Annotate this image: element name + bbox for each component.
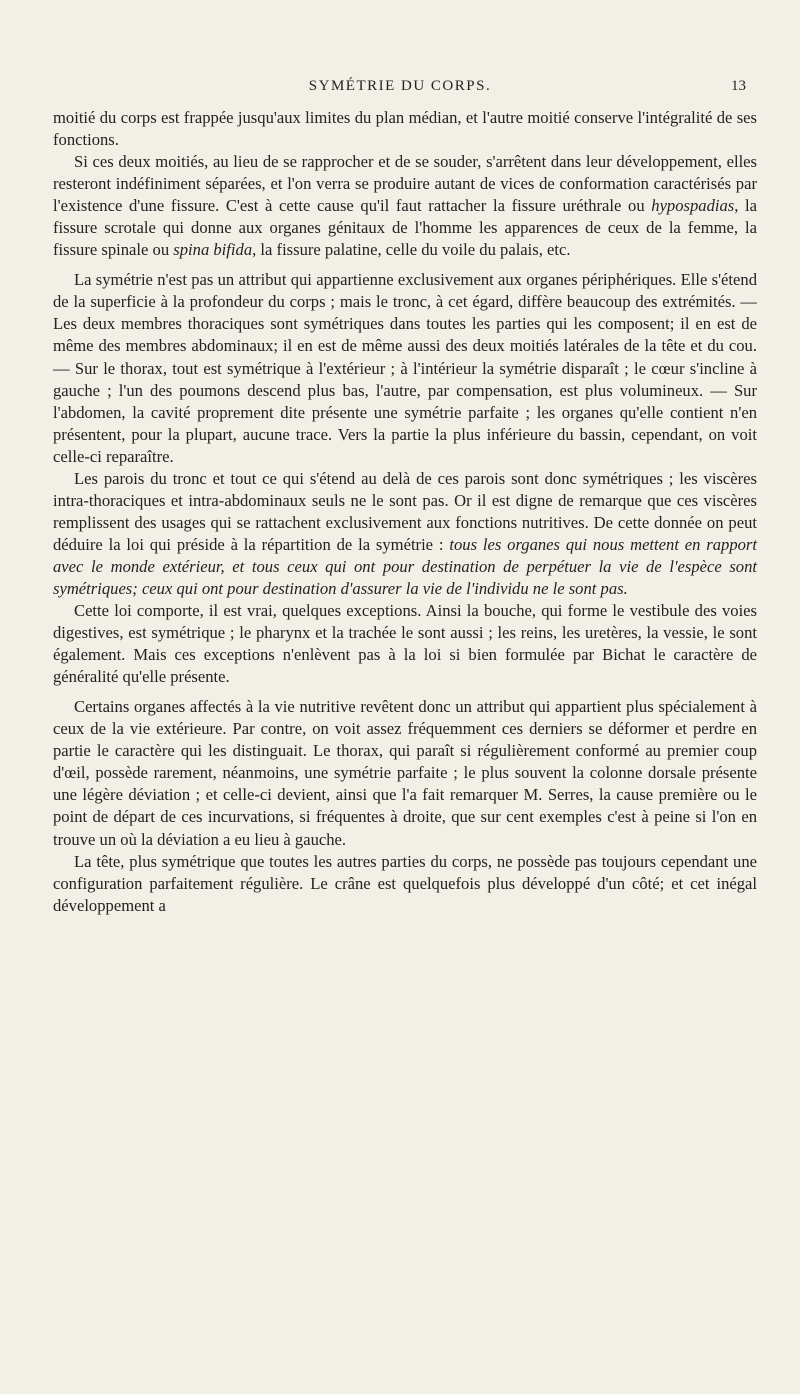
paragraph-exceptions xyxy=(53,600,757,688)
text-run: Certains organes affectés à la vie nutritive revêtent donc un attribut qui appartient plus spécialement à ceux de la vie extérieure. Par contre, on voit assez fréquemment ces derniers se déformer et perdre en partie le caractère qui les distinguait. Le thorax, qui paraît si régulièrement conformé au premier coup d'œil, possède rarement, néanmoins, une symétrie parfaite ; le plus souvent la colonne dorsale présente une légère déviation ; et celle-ci devient, ainsi que l'a fait remarquer M. Serres, la cause première ou le point de départ de ces incurvations, si fréquentes à droite, que sur cent exemples c'est à peine si l'on en trouve un où la déviation a eu lieu à gauche. xyxy=(53,697,757,849)
italic-term-spina-bifida: spina bifida xyxy=(173,240,253,260)
text-run: La tête, plus symétrique que toutes les autres parties du corps, ne possède pas toujours cependant une configuration parfaitement régulière. Le crâne est quelquefois plus développé d'un côté; et cet inégal développement a xyxy=(53,851,757,915)
page-number: 13 xyxy=(731,78,746,94)
text-run: moitié du corps est frappée jusqu'aux limites du plan médian, et l'autre moitié conserve l'intégralité de ses fonctions. xyxy=(53,108,757,150)
paragraph-head xyxy=(53,851,757,917)
running-title: SYMÉTRIE DU CORPS. xyxy=(308,78,492,94)
paragraph-continuation xyxy=(53,107,757,151)
text-run: La symétrie n'est pas un attribut qui appartienne exclusivement aux organes périphériques. Elle s'étend de la superficie à la profondeur du corps ; mais le tronc, à cet égard, diffère beaucoup des extrémités. — Les deux membres thoraciques sont symétriques dans toutes les parties qui les composent; il en est de même des membres abdominaux; il en est de même aussi des deux moitiés latérales de la tête et du cou. — Sur le thorax, tout est symétrique à l'extérieur ; à l'intérieur la symétrie disparaît ; le cœur s'incline à gauche ; l'un des poumons descend plus bas, l'autre, par compensation, est plus volumineux. — Sur l'abdomen, la cavité proprement dite présente une symétrie parfaite ; les organes qu'elle contient n'en présentent, pour la plupart, aucune trace. Vers la partie la plus inférieure du bassin, cependant, on voit celle-ci reparaître. xyxy=(53,270,757,466)
italic-law-statement: tous les organes qui nous mettent en rapport avec le monde extérieur, et tous ceux qui ont pour destination de perpétuer la vie de l'espèce sont symétriques; ceux qui ont pour destination d'assurer la vie de l'individu ne le sont pas. xyxy=(53,534,757,598)
running-head xyxy=(0,78,800,102)
paragraph-fissures xyxy=(53,151,757,261)
text-run: Si ces deux moitiés, au lieu de se rapprocher et de se souder, s'arrêtent dans leur développement, elles resteront indéfiniment séparées, et l'on verra se produire autant de vices de conformation caractérisés par l'existence d'une fissure. C'est à cette cause qu'il faut rattacher la fissure uréthrale ou xyxy=(53,152,757,216)
body-text xyxy=(53,107,757,917)
paragraph-deviations xyxy=(53,696,757,850)
paragraph-law xyxy=(53,468,757,600)
text-run: , la fissure scrotale qui donne aux organes génitaux de l'homme les apparences de ceux de la femme, la fissure spinale ou xyxy=(53,196,757,260)
text-run: Les parois du tronc et tout ce qui s'étend au delà de ces parois sont donc symétriques ; les viscères intra-thoraciques et intra-abdominaux seuls ne le sont pas. Or il est digne de remarque que ces viscères remplissent des usages qui se rattachent exclusivement aux fonctions nutritives. De cette donnée on peut déduire la loi qui préside à la répartition de la symétrie : xyxy=(53,468,757,554)
paragraph-symmetry-depth xyxy=(53,269,757,467)
text-run: Cette loi comporte, il est vrai, quelques exceptions. Ainsi la bouche, qui forme le vestibule des voies digestives, est symétrique ; le pharynx et la trachée le sont aussi ; les reins, les uretères, la vessie, le sont également. Mais ces exceptions n'enlèvent pas à la loi si bien formulée par Bichat le caractère de généralité qu'elle présente. xyxy=(53,601,757,687)
text-run: , la fissure palatine, celle du voile du palais, etc. xyxy=(252,240,571,260)
italic-term-hypospadias: hypospadias xyxy=(651,196,735,216)
